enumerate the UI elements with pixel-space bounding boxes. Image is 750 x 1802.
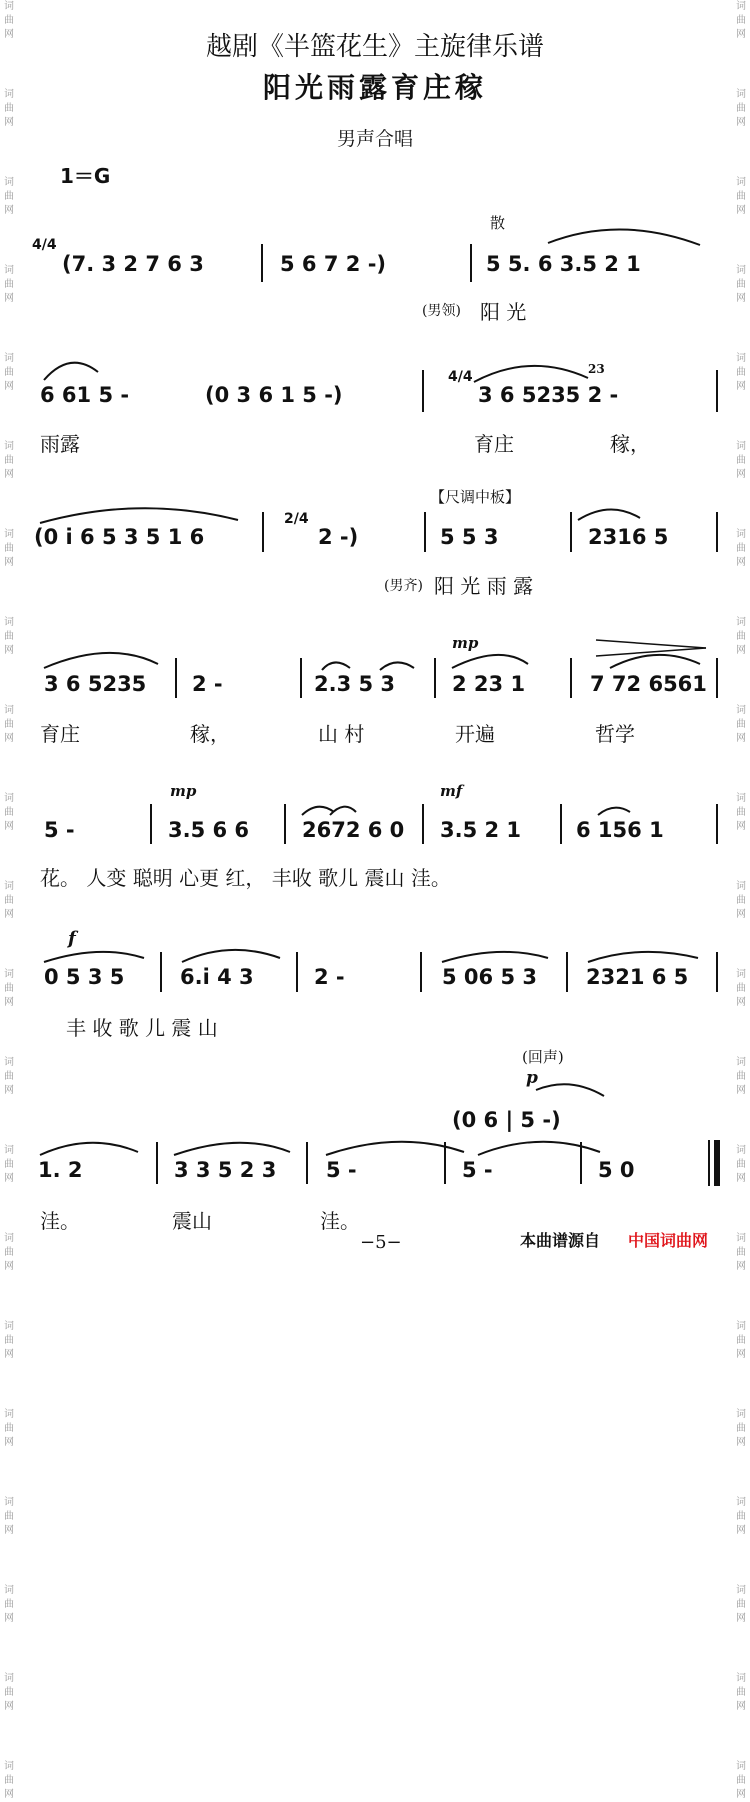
notes-7b: 3 3 5 2 3 xyxy=(174,1158,277,1182)
watermark-text: 词曲网 xyxy=(4,177,14,216)
notes-4e: 7 72 6561 xyxy=(590,672,707,696)
notes-6e: 2321 6 5 xyxy=(586,965,689,989)
watermark-text: 词曲网 xyxy=(736,617,746,656)
lyric-6: 丰 收 歌 儿 震 山 xyxy=(66,1016,218,1040)
notes-7e: 5 0 xyxy=(598,1158,635,1182)
notes-6d: 5 06 5 3 xyxy=(442,965,537,989)
watermark-text: 词曲网 xyxy=(4,441,14,480)
watermark-text: 词曲网 xyxy=(736,793,746,832)
watermark-text: 词曲网 xyxy=(4,89,14,128)
watermark-text: 词曲网 xyxy=(736,705,746,744)
notes-5c: 2672 6 0 xyxy=(302,818,405,842)
lyric-4d: 开遍 xyxy=(455,722,495,746)
notes-3b: 2 -) xyxy=(318,525,359,549)
watermark-text: 词曲网 xyxy=(736,1585,746,1624)
notes-7a: 1. 2 xyxy=(38,1158,83,1182)
lyric-7b: 震山 xyxy=(172,1209,212,1233)
lyric-4b: 稼， xyxy=(190,722,230,746)
notes-5e: 6 156 1 xyxy=(576,818,664,842)
notes-4d: 2 23 1 xyxy=(452,672,526,696)
lyric-1: 阳 光 xyxy=(480,300,527,324)
watermark-text: 词曲网 xyxy=(736,1409,746,1448)
notes-6a: 0 5 3 5 xyxy=(44,965,125,989)
watermark-text: 词曲网 xyxy=(4,1673,14,1712)
watermark-text: 词曲网 xyxy=(4,529,14,568)
tempo-mark: 散 xyxy=(490,214,506,232)
watermark-text: 词曲网 xyxy=(736,441,746,480)
notes-1a: (7. 3 2 7 6 3 xyxy=(62,252,204,276)
performer-label: 男声合唱 xyxy=(336,128,413,150)
dynamic-mp: mp xyxy=(452,634,479,652)
watermark-text: 词曲网 xyxy=(736,89,746,128)
watermark-text: 词曲网 xyxy=(736,1057,746,1096)
lyric-part-1: (男领) xyxy=(422,303,461,319)
lyric-4e: 哲学 xyxy=(595,722,635,746)
key-signature: 1＝G xyxy=(60,164,111,188)
notes-5d: 3.5 2 1 xyxy=(440,818,522,842)
watermark-text: 词曲网 xyxy=(736,1233,746,1272)
notes-6b: 6.i 4 3 xyxy=(180,965,254,989)
watermark-text: 词曲网 xyxy=(4,1,14,40)
lyric-7c: 洼。 xyxy=(320,1209,360,1233)
echo-label: (回声) xyxy=(522,1048,564,1066)
page-number: −5− xyxy=(360,1232,402,1253)
watermark-text: 词曲网 xyxy=(4,1585,14,1624)
watermark-text: 词曲网 xyxy=(4,881,14,920)
dynamic-f: f xyxy=(68,928,76,949)
notes-4c: 2.3 5 3 xyxy=(314,672,396,696)
grace-note: 23 xyxy=(588,362,605,376)
watermark-text: 词曲网 xyxy=(736,1761,746,1800)
notes-2a: 6 61 5 - xyxy=(40,383,130,407)
lyric-2b: 育庄 xyxy=(474,432,514,456)
watermark-text: 词曲网 xyxy=(4,1409,14,1448)
watermark-text: 词曲网 xyxy=(4,705,14,744)
lyric-part-3: (男齐) xyxy=(384,578,423,594)
watermark-text: 词曲网 xyxy=(736,1497,746,1536)
notes-3c: 5 5 3 xyxy=(440,525,499,549)
watermark-text: 词曲网 xyxy=(4,353,14,392)
song-title: 阳光雨露育庄稼 xyxy=(262,71,487,104)
watermark-text: 词曲网 xyxy=(736,1145,746,1184)
watermark-text: 词曲网 xyxy=(4,1145,14,1184)
lyric-2a: 雨露 xyxy=(40,432,80,456)
notes-4b: 2 - xyxy=(192,672,223,696)
source-site-link[interactable]: 中国词曲网 xyxy=(628,1231,709,1250)
timesig-3: 2/4 xyxy=(284,511,309,527)
notes-2c: 3 6 5235 2 - xyxy=(478,383,619,407)
watermark-text: 词曲网 xyxy=(4,1761,14,1800)
dynamic-mp: mp xyxy=(170,782,197,800)
section-mark: 【尺调中板】 xyxy=(430,488,521,506)
watermark-text: 词曲网 xyxy=(736,353,746,392)
dynamic-mf: mf xyxy=(440,782,463,800)
timesig-1: 4/4 xyxy=(32,237,57,253)
lyric-4c: 山 村 xyxy=(318,722,365,746)
lyric-4a: 育庄 xyxy=(40,722,80,746)
lyric-7a: 洼。 xyxy=(40,1209,80,1233)
notes-3a: (0 i 6 5 3 5 1 6 xyxy=(34,525,205,549)
watermark-text: 词曲网 xyxy=(736,177,746,216)
watermark-text: 词曲网 xyxy=(4,1321,14,1360)
notes-6c: 2 - xyxy=(314,965,345,989)
source-label: 本曲谱源自 xyxy=(520,1231,601,1250)
notes-1c: 5 5. 6 3.5 2 1 xyxy=(486,252,641,276)
notes-3d: 2316 5 xyxy=(588,525,669,549)
watermark-text: 词曲网 xyxy=(4,1497,14,1536)
watermark-text: 词曲网 xyxy=(736,881,746,920)
notes-5b: 3.5 6 6 xyxy=(168,818,250,842)
watermark-text: 词曲网 xyxy=(4,617,14,656)
watermark-text: 词曲网 xyxy=(4,969,14,1008)
notes-2b: (0 3 6 1 5 -) xyxy=(205,383,343,407)
page-title: 越剧《半篮花生》主旋律乐谱 xyxy=(205,32,544,62)
lyric-5: 花。 人变 聪明 心更 红， 丰收 歌儿 震山 洼。 xyxy=(40,866,451,890)
notes-5a: 5 - xyxy=(44,818,75,842)
watermark-text: 词曲网 xyxy=(4,1057,14,1096)
notes-7c: 5 - xyxy=(326,1158,357,1182)
watermark-text: 词曲网 xyxy=(4,1233,14,1272)
watermark-text: 词曲网 xyxy=(736,1,746,40)
notes-4a: 3 6 5235 xyxy=(44,672,147,696)
notes-1b: 5 6 7 2 -) xyxy=(280,252,387,276)
lyric-3: 阳 光 雨 露 xyxy=(434,574,534,598)
notes-7d: 5 - xyxy=(462,1158,493,1182)
watermark-text: 词曲网 xyxy=(736,529,746,568)
watermark-text: 词曲网 xyxy=(736,265,746,304)
echo-notes: (0 6 | 5 -) xyxy=(452,1108,561,1132)
lyric-2c: 稼， xyxy=(610,432,650,456)
watermark-text: 词曲网 xyxy=(736,1321,746,1360)
watermark-text: 词曲网 xyxy=(736,1673,746,1712)
watermark-text: 词曲网 xyxy=(736,969,746,1008)
watermark-text: 词曲网 xyxy=(4,265,14,304)
dynamic-p: p xyxy=(526,1068,538,1088)
timesig-2: 4/4 xyxy=(448,369,473,385)
watermark-text: 词曲网 xyxy=(4,793,14,832)
